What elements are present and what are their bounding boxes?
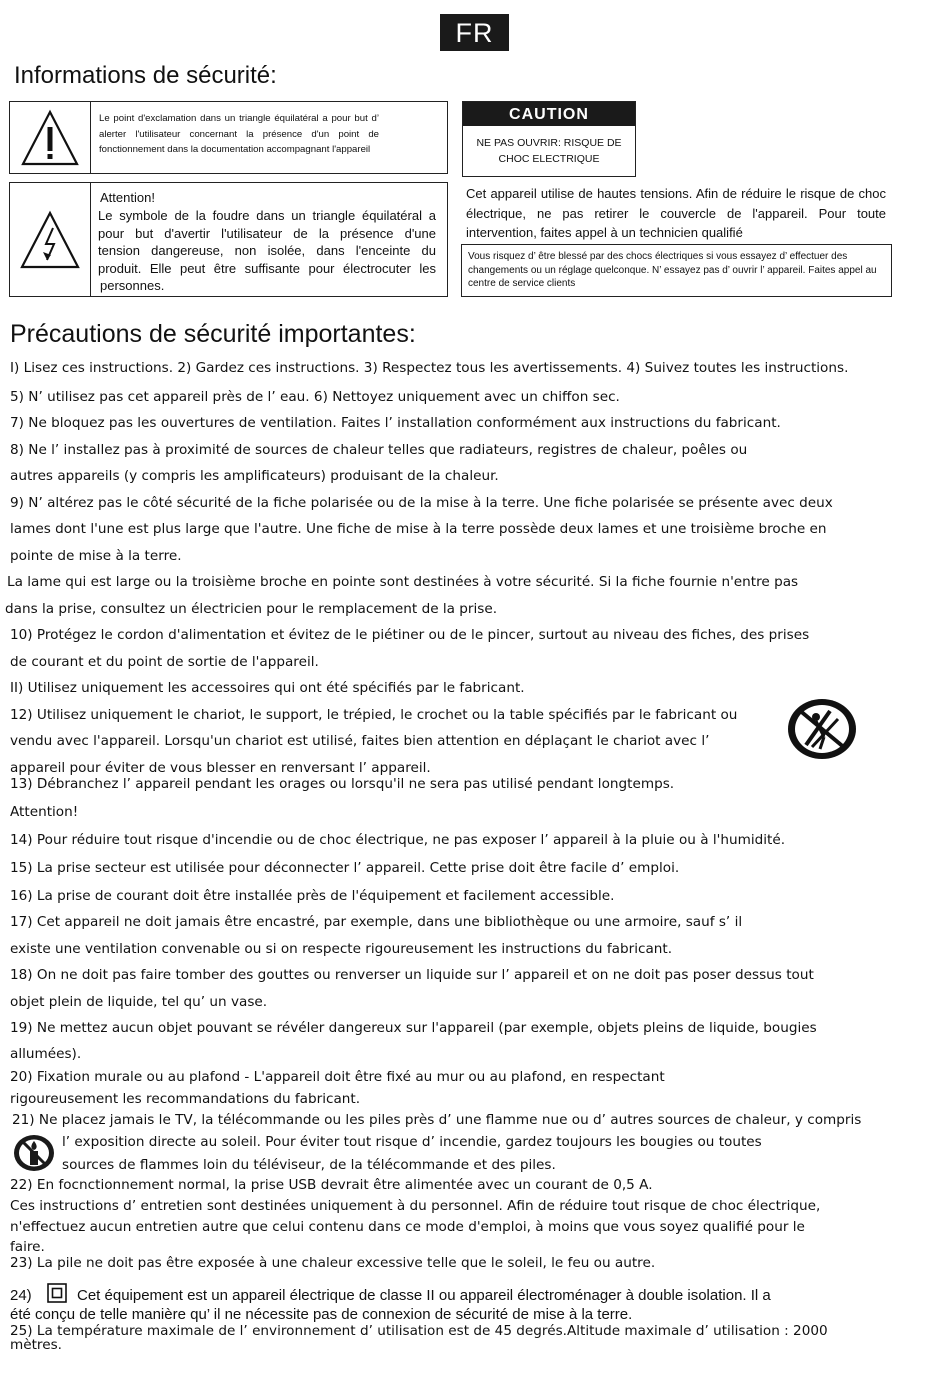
instruction-line: lames dont l'une est plus large que l'autre. Une fiche de mise à la terre possède deux lames et une troisième broche en (10, 521, 827, 537)
lightning-triangle-icon (10, 183, 91, 296)
instruction-line: 13) Débranchez l’ appareil pendant les orages ou lorsqu'il ne sera pas utilisé pendant longtemps. (10, 776, 675, 792)
instruction-line: 15) La prise secteur est utilisée pour déconnecter l’ appareil. Cette prise doit être facile d’ emploi. (10, 860, 680, 876)
instruction-line: 23) La pile ne doit pas être exposée à une chaleur excessive telle que le soleil, le feu ou autre. (10, 1255, 656, 1271)
lightning-line-2: pour but d'avertir l'utilisateur de la présence d'une (98, 225, 436, 241)
instruction-line: Ces instructions d’ entretien sont destinées uniquement à du personnel. Afin de réduire tout risque de choc électrique, (10, 1198, 821, 1214)
caution-line-2: CHOC ELECTRIQUE (498, 153, 600, 165)
class-ii-double-insulation-icon (47, 1283, 67, 1303)
instruction-line: vendu avec l'appareil. Lorsqu'un chariot est utilisé, faites bien attention en déplaçant le chariot avec l’ (10, 733, 710, 749)
exclamation-triangle-icon (10, 102, 91, 173)
instruction-line: dans la prise, consultez un électricien pour le remplacement de la prise. (5, 601, 498, 617)
lightning-line-1: Le symbole de la foudre dans un triangle équilatéral a (98, 208, 436, 223)
language-badge: FR (440, 14, 509, 51)
caution-header: CAUTION (463, 102, 635, 126)
instruction-line: 8) Ne l’ installez pas à proximité de sources de chaleur telles que radiateurs, registres de chaleur, poêles ou (10, 442, 748, 458)
instruction-line: rigoureusement les recommandations du fabricant. (10, 1091, 361, 1107)
instruction-line: n'effectuez aucun entretien autre que celui contenu dans ce mode d'emploi, à moins que vous soyez qualifié pour le (10, 1219, 805, 1235)
instruction-line: 5) N’ utilisez pas cet appareil près de l’ eau. 6) Nettoyez uniquement avec un chiffon sec. (10, 389, 620, 405)
instruction-line: 22) En focnctionnement normal, la prise USB devrait être alimentée avec un courant de 0,5 A. (10, 1177, 653, 1193)
instruction-line: I) Lisez ces instructions. 2) Gardez ces instructions. 3) Respectez tous les avertissements. 4) Suivez toutes les instructions. (10, 360, 849, 376)
instruction-line: sources de flammes loin du téléviseur, de la télécommande et des piles. (62, 1157, 556, 1173)
instruction-line: 17) Cet appareil ne doit jamais être encastré, par exemple, dans une bibliothèque ou une armoire, sauf s’ il (10, 914, 743, 930)
instruction-line: 19) Ne mettez aucun objet pouvant se révéler dangereux sur l'appareil (par exemple, objets pleins de liquide, bougies (10, 1020, 817, 1036)
service-notice-box: Vous risquez d’ être blessé par des chocs électriques si vous essayez d’ effectuer des changements ou un réglage quelconque. N’ essayez pas d’ ouvrir l’ appareil. Faites appel au centre de service clients (461, 244, 892, 297)
instruction-24-number: 24) (10, 1287, 32, 1304)
instruction-line: 9) N’ altérez pas le côté sécurité de la fiche polarisée ou de la mise à la terre. Une fiche polarisée se présente avec deux (10, 495, 833, 511)
instruction-line: La lame qui est large ou la troisième broche en pointe sont destinées à votre sécurité. Si la fiche fournie n'entre pas (7, 574, 799, 590)
precautions-heading: Précautions de sécurité importantes: (10, 320, 416, 348)
lightning-warning-box (9, 182, 448, 297)
instruction-line: pointe de mise à la terre. (10, 548, 182, 564)
lightning-line-3: tension dangereuse, non isolée, dans l'enceinte du (98, 243, 436, 258)
exclamation-description: Le point d'exclamation dans un triangle équilatéral a pour but d’ alerter l'utilisateur concernant la présence d'un point de fonctionnement dans la documentation accompagnant l'appareil (99, 113, 379, 155)
instruction-24-line-1: Cet équipement est un appareil électrique de classe II ou appareil électroménager à double isolation. Il a (77, 1287, 771, 1304)
instruction-line: autres appareils (y compris les amplificateurs) produisant de la chaleur. (10, 468, 499, 484)
lightning-title: Attention! (100, 190, 155, 205)
instruction-line: 25) La température maximale de l’ environnement d’ utilisation est de 45 degrés.Altitude maximale d’ utilisation : 2000 (10, 1323, 828, 1339)
cart-tipover-icon (786, 697, 858, 761)
instruction-line: allumées). (10, 1046, 82, 1062)
lightning-line-4: produit. Elle peut être suffisante pour électrocuter les (98, 260, 436, 276)
instruction-line: 21) Ne placez jamais le TV, la télécommande ou les piles près d’ une flamme nue ou d’ autres sources de chaleur, y compris (12, 1112, 862, 1128)
instruction-line: Attention! (10, 804, 79, 820)
no-flame-icon (12, 1133, 56, 1173)
caution-line-1: NE PAS OUVRIR: RISQUE DE (476, 137, 622, 149)
high-voltage-notice: Cet appareil utilise de hautes tensions. Afin de réduire le risque de choc électrique, ne pas retirer le couvercle de l'appareil. Pour toute intervention, faites appel à un technicien qualifié (466, 186, 886, 240)
instruction-line: l’ exposition directe au soleil. Pour éviter tout risque d’ incendie, gardez toujours les bougies ou toutes (62, 1134, 762, 1150)
instruction-line: objet plein de liquide, tel qu’ un vase. (10, 994, 268, 1010)
instruction-line: II) Utilisez uniquement les accessoires qui ont été spécifiés par le fabricant. (10, 680, 525, 696)
instruction-line: appareil pour éviter de vous blesser en renversant l’ appareil. (10, 760, 431, 776)
instruction-line: 14) Pour réduire tout risque d'incendie ou de choc électrique, ne pas exposer l’ appareil à la pluie ou à l'humidité. (10, 832, 786, 848)
instruction-line: 12) Utilisez uniquement le chariot, le support, le trépied, le crochet ou la table spécifiés par le fabricant ou (10, 707, 738, 723)
safety-heading: Informations de sécurité: (14, 62, 277, 89)
lightning-line-5: personnes. (100, 278, 165, 293)
instruction-line: 7) Ne bloquez pas les ouvertures de ventilation. Faites l’ installation conformément aux instructions du fabricant. (10, 415, 781, 431)
exclamation-warning-box (9, 101, 448, 174)
instruction-line: existe une ventilation convenable ou si on respecte rigoureusement les instructions du fabricant. (10, 941, 673, 957)
instruction-24-line-2: été conçu de telle manière qu’ il ne nécessite pas de connexion de sécurité de mise à la terre. (10, 1306, 633, 1323)
instruction-line: 16) La prise de courant doit être installée près de l'équipement et facilement accessible. (10, 888, 615, 904)
instruction-line: 20) Fixation murale ou au plafond - L'appareil doit être fixé au mur ou au plafond, en respectant (10, 1069, 665, 1085)
instruction-line: mètres. (10, 1337, 62, 1353)
instruction-line: 10) Protégez le cordon d'alimentation et évitez de le piétiner ou de le pincer, surtout au niveau des fiches, des prises (10, 627, 810, 643)
caution-box (462, 101, 636, 177)
instruction-line: de courant et du point de sortie de l'appareil. (10, 654, 319, 670)
instruction-line: faire. (10, 1239, 45, 1255)
instruction-line: 18) On ne doit pas faire tomber des gouttes ou renverser un liquide sur l’ appareil et on ne doit pas poser dessus tout (10, 967, 814, 983)
